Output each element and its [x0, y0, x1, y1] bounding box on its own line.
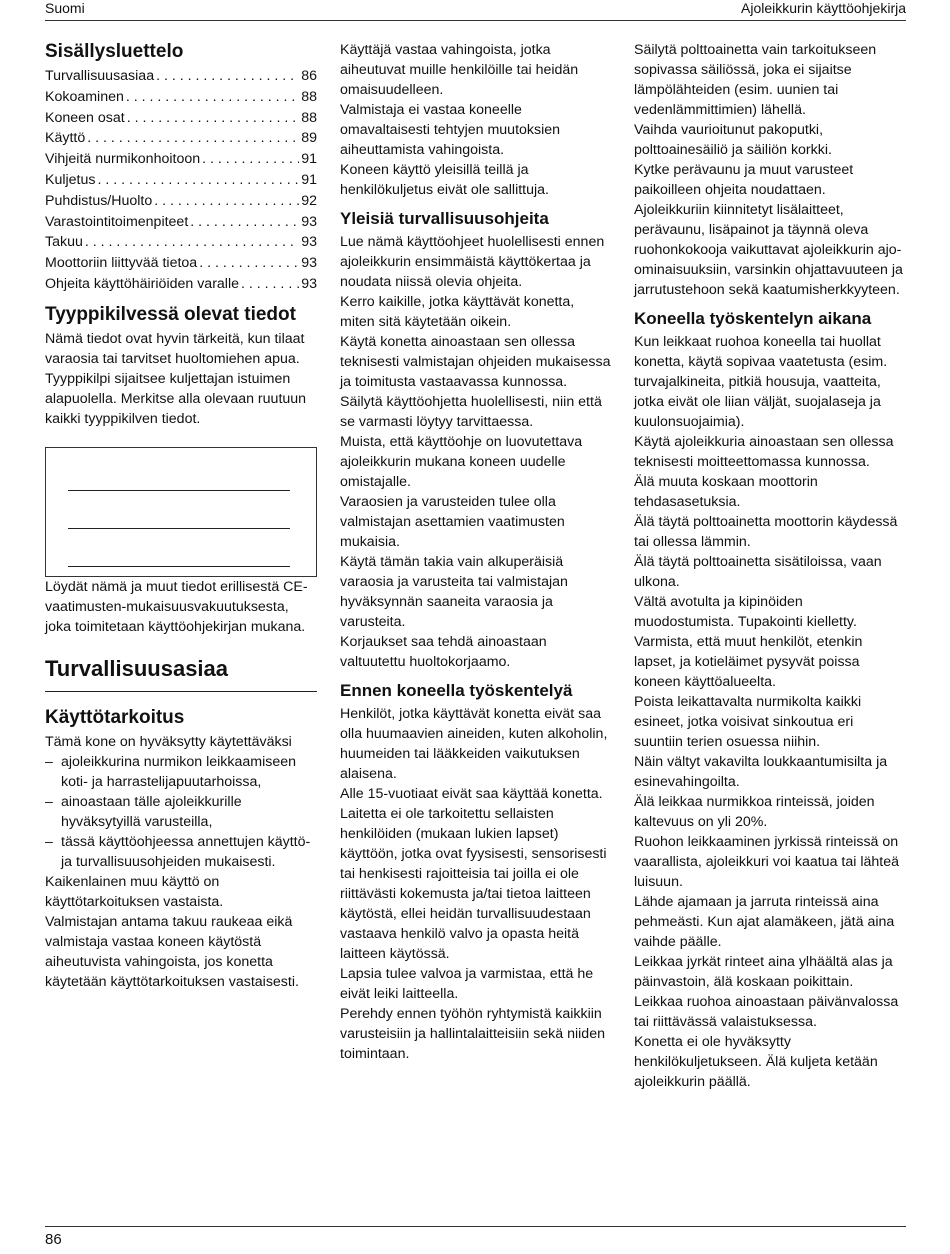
paragraph: Muista, että käyttöohje on luovutettava ajoleikkurin mukana koneen uudelle omistajalle.: [340, 434, 583, 490]
toc-entry[interactable]: [45, 170, 317, 191]
toc-entry-page: 86: [301, 68, 317, 84]
toc-entry-page: 89: [301, 130, 317, 147]
toc-entry-title: Kuljetus: [45, 171, 96, 188]
typeplate-heading: Tyyppikilvessä olevat tiedot: [45, 303, 296, 325]
paragraph: Henkilöt, jotka käyttävät konetta eivät saa olla huumaavien aineiden, kuten alkoholin, huumeiden tai lääkkeiden vaikutuksen alaisena.: [340, 706, 608, 782]
toc-entry-title: Kokoaminen: [45, 88, 124, 105]
paragraph: Valmistaja ei vastaa koneelle omavaltaisesti tehtyjen muutoksien aiheuttamista vahingoista.: [340, 102, 561, 158]
intended-use-list: [45, 752, 317, 872]
page-number: 86: [45, 1231, 62, 1248]
toc-entry-title: Takuu: [45, 234, 83, 251]
header-manual-title: Ajoleikkurin käyttöohjekirja: [741, 0, 906, 16]
paragraph: Kytke perävaunu ja muut varusteet paikoilleen ohjeita noudattaen.: [634, 162, 854, 198]
toc-entry-page: 91: [301, 151, 317, 168]
toc-entry-title: Käyttö: [45, 130, 86, 147]
toc-entry-page: 92: [301, 192, 317, 209]
paragraph: Laitetta ei ole tarkoitettu sellaisten henkilöiden (mukaan lukien lapset) käyttöön, jotka ovat fyysisesti, sensorisesti tai henkisesti rajoitteisia tai joilla ei ole riittävästi kokemusta ja/tai tietoa laitteen käytöstä, ellei heidän turvallisuudestaan vastaava henkilö valvo ja opasta heitä laitteen käytössä.: [340, 806, 607, 962]
entry-line: [68, 528, 290, 529]
paragraph: Poista leikattavalta nurmikolta kaikki esineet, jotka voisivat sinkoutua eri suuntiin terien osuessa niihin.: [634, 694, 862, 750]
toc-entry-page: 88: [301, 109, 317, 126]
toc-entry-title: Moottoriin liittyvää tietoa: [45, 255, 198, 272]
intended-use-intro: Tämä kone on hyväksytty käytettäväksi: [45, 733, 292, 750]
toc-entry-page: 93: [301, 213, 317, 230]
entry-line: [68, 566, 290, 567]
paragraph: Valmistajan antama takuu raukeaa eikä valmistaja vastaa koneen käytöstä aiheutuvista vahingoista, jos konetta käytetään käyttötarkoituksen vastaisesti.: [45, 913, 299, 990]
paragraph: Perehdy ennen työhön ryhtymistä kaikkiin varusteisiin ja hallintalaitteisiin sekä niiden toimintaan.: [340, 1006, 605, 1062]
paragraph: Käytä konetta ainoastaan sen ollessa teknisesti valmistajan ohjeiden mukaisessa ja toimitusta vastaavassa kunnossa.: [340, 334, 611, 390]
paragraph: Älä muuta koskaan moottorin tehdasasetuksia.: [634, 474, 818, 510]
toc-entry-title: Turvallisuusasiaa: [45, 68, 155, 84]
toc-title: Sisällysluettelo: [45, 41, 184, 62]
toc-entry-page: 93: [301, 275, 317, 292]
paragraph: Vältä avotulta ja kipinöiden muodostumista. Tupakointi kielletty.: [634, 594, 857, 630]
column-1: [45, 40, 317, 992]
typeplate-text: Nämä tiedot ovat hyvin tärkeitä, kun tilaat varaosia tai tarvitset huoltomiehen apua. Tyyppikilpi sijaitsee kuljettajan istuimen alapuolella. Merkitse alla olevaan ruutuun kaikki tyyppikilven tiedot.: [45, 330, 307, 427]
paragraph: Säilytä käyttöohjetta huolellisesti, niin että se varmasti löytyy tarvittaessa.: [340, 394, 602, 430]
paragraph: Kaikenlainen muu käyttö on käyttötarkoituksen vastaista.: [45, 873, 224, 910]
toc-entry-page: 93: [301, 234, 317, 251]
toc-entry-title: Ohjeita käyttöhäiriöiden varalle: [45, 275, 240, 292]
toc-entry[interactable]: [45, 87, 317, 108]
toc-entry-page: 93: [301, 255, 317, 272]
paragraph: Näin vältyt vakavilta loukkaantumisilta ja esinevahingoilta.: [634, 754, 888, 790]
toc-entry-page: 88: [301, 88, 317, 105]
toc-entry[interactable]: [45, 108, 317, 129]
paragraph: Varmista, että muut henkilöt, etenkin lapset, ja kotieläimet pysyvät poissa koneen käyttöalueelta.: [634, 634, 863, 690]
paragraph: Korjaukset saa tehdä ainoastaan valtuutettu huoltokorjaamo.: [340, 634, 547, 670]
toc-entry[interactable]: [45, 232, 317, 253]
toc-entry[interactable]: [45, 253, 317, 274]
paragraph: Leikkaa ruohoa ainoastaan päivänvalossa tai riittävässä valaistuksessa.: [634, 994, 899, 1030]
toc-entry-title: Koneen osat: [45, 109, 125, 126]
paragraph: Alle 15-vuotiaat eivät saa käyttää konetta.: [340, 786, 603, 802]
paragraph: Lähde ajamaan ja jarruta rinteissä aina pehmeästi. Kun ajat alamäkeen, jätä aina vaihde päälle.: [634, 894, 895, 950]
general-safety-heading: Yleisiä turvallisuusohjeita: [340, 209, 549, 228]
toc-entry-title: Vihjeitä nurmikonhoitoon: [45, 151, 201, 168]
paragraph: Varaosien ja varusteiden tulee olla valmistajan asettamien vaatimusten mukaisia.: [340, 494, 565, 550]
paragraph: Lue nämä käyttöohjeet huolellisesti ennen ajoleikkurin ensimmäistä käyttökertaa ja noudata niissä olevia ohjeita.: [340, 234, 605, 290]
toc-entry-title: Puhdistus/Huolto: [45, 192, 153, 209]
table-of-contents: [45, 66, 317, 295]
page-header: [45, 0, 906, 21]
safety-heading: Turvallisuusasiaa: [45, 655, 317, 692]
paragraph: Kerro kaikille, jotka käyttävät konetta, miten sitä käytetään oikein.: [340, 294, 575, 330]
during-work-heading: Koneella työskentelyn aikana: [634, 309, 872, 328]
toc-entry[interactable]: [45, 149, 317, 170]
paragraph: Lapsia tulee valvoa ja varmistaa, että he eivät leiki laitteella.: [340, 966, 594, 1002]
toc-entry[interactable]: [45, 274, 317, 295]
paragraph: Älä leikkaa nurmikkoa rinteissä, joiden kaltevuus on yli 20%.: [634, 794, 875, 830]
paragraph: Älä täytä polttoainetta moottorin käydessä tai ollessa lämmin.: [634, 514, 898, 550]
column-3: [634, 40, 906, 1092]
paragraph: Ruohon leikkaaminen jyrkissä rinteissä on vaarallista, ajoleikkuri voi kaatua tai lähteä luisuun.: [634, 834, 899, 890]
paragraph: Säilytä polttoainetta vain tarkoitukseen sopivassa säiliössä, joka ei sijaitse lämpölähteiden (esim. uunien tai vedenlämmittimien) lähellä.: [634, 42, 877, 118]
header-language: Suomi: [45, 0, 85, 16]
paragraph: Ajoleikkuriin kiinnitetyt lisälaitteet, perävaunu, lisäpainot ja täynnä oleva ruohonkokooja vaikuttavat ajoleikkurin ajo-ominaisuuksiin, varsinkin ohjattavuuteen ja jarrutustehoon sekä kaatumisherkkyyteen.: [634, 202, 903, 298]
toc-entry-title: Varastointitoimenpiteet: [45, 213, 189, 230]
list-item: – tässä käyttöohjeessa annettujen käyttö- ja turvallisuusohjeiden mukaisesti.: [45, 832, 317, 872]
list-item: – ajoleikkurina nurmikon leikkaamiseen koti- ja harrastelijapuutarhoissa,: [45, 752, 317, 792]
toc-entry[interactable]: [45, 191, 317, 212]
paragraph: Käytä tämän takia vain alkuperäisiä varaosia ja varusteita tai valmistajan hyväksynnän saaneita varaosia ja varusteita.: [340, 554, 568, 630]
footer-divider: [45, 1226, 906, 1227]
paragraph: Vaihda vaurioitunut pakoputki, polttoainesäiliö ja säiliön korkki.: [634, 122, 832, 158]
before-work-heading: Ennen koneella työskentelyä: [340, 681, 573, 700]
paragraph: Koneen käyttö yleisillä teillä ja henkilökuljetus eivät ole sallittuja.: [340, 162, 549, 198]
paragraph: Konetta ei ole hyväksytty henkilökuljetukseen. Älä kuljeta ketään ajoleikkurin päällä.: [634, 1034, 878, 1090]
toc-entry[interactable]: [45, 66, 317, 87]
intended-use-heading: Käyttötarkoitus: [45, 706, 185, 728]
typeplate-after-box: Löydät nämä ja muut tiedot erillisestä CE-vaatimusten-mukaisuusvakuutuksesta, joka toimitetaan käyttöohjekirjan mukana.: [45, 578, 308, 635]
paragraph: Käyttäjä vastaa vahingoista, jotka aiheutuvat muille henkilöille tai heidän omaisuudelleen.: [340, 42, 579, 98]
paragraph: Leikkaa jyrkät rinteet aina ylhäältä alas ja päinvastoin, älä koskaan poikittain.: [634, 954, 893, 990]
paragraph: Käytä ajoleikkuria ainoastaan sen ollessa teknisesti moitteettomassa kunnossa.: [634, 434, 894, 470]
column-2: [340, 40, 612, 1064]
toc-entry[interactable]: [45, 128, 317, 149]
list-item: – ainoastaan tälle ajoleikkurille hyväksytyillä varusteilla,: [45, 792, 317, 832]
typeplate-entry-box: [45, 447, 317, 577]
entry-line: [68, 490, 290, 491]
toc-entry-page: 91: [301, 171, 317, 188]
toc-entry[interactable]: [45, 212, 317, 233]
paragraph: Älä täytä polttoainetta sisätiloissa, vaan ulkona.: [634, 554, 882, 590]
paragraph: Kun leikkaat ruohoa koneella tai huollat konetta, käytä sopivaa vaatetusta (esim. turvajalkineita, pitkiä housuja, vaatteita, jotka eivät ole liian väljät, suojalaseja ja kuulonsuojaimia).: [634, 334, 888, 430]
